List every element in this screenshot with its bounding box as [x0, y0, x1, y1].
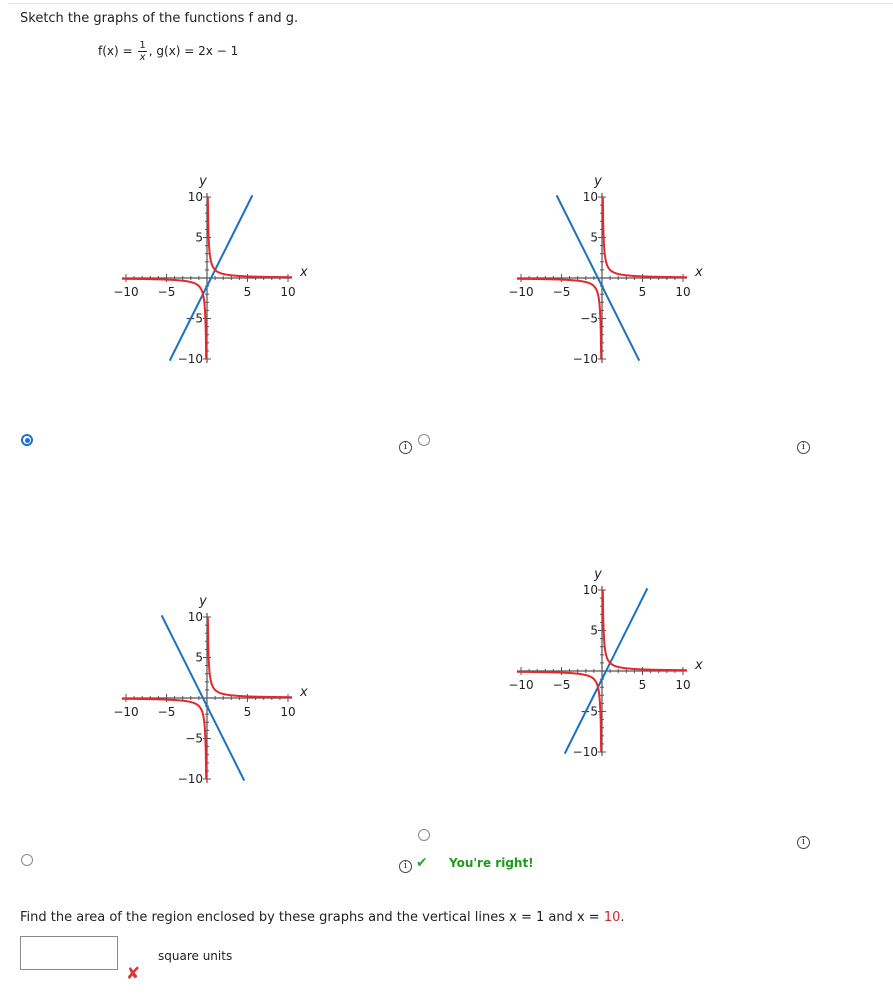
- info-icon[interactable]: i: [797, 441, 810, 454]
- cross-icon: ✘: [126, 964, 141, 984]
- area-question: [20, 910, 625, 925]
- x-tick-label: 10: [280, 705, 296, 719]
- x-tick-label: −10: [508, 285, 534, 299]
- radio-option-2[interactable]: [418, 434, 430, 446]
- area-answer-input[interactable]: [20, 936, 118, 970]
- g-definition: , g(x) = 2x − 1: [148, 44, 239, 58]
- x-tick-label: −5: [157, 705, 176, 719]
- y-axis-label: y: [594, 566, 602, 582]
- f-curve-right: [603, 197, 687, 277]
- feedback-correct-text: You're right!: [449, 856, 534, 870]
- f-curve-right: [603, 590, 687, 670]
- f-curve-right: [208, 197, 292, 277]
- x-axis-label: x: [695, 265, 703, 280]
- y-tick-label: 5: [195, 230, 203, 245]
- x-tick-label: 5: [243, 705, 252, 719]
- area-question-text: Find the area of the region enclosed by these graphs and the vertical lines x = 1 and x =: [20, 910, 604, 925]
- graph-option-1: [20, 85, 390, 460]
- radio-option-4[interactable]: [418, 829, 430, 841]
- y-axis-label: y: [199, 173, 207, 189]
- x-axis-label: x: [300, 265, 308, 280]
- y-tick-label: −10: [177, 772, 203, 786]
- graph-option-3: [20, 505, 390, 880]
- question-prompt: Sketch the graphs of the functions f and g.: [20, 11, 299, 26]
- graph-option-4: [415, 478, 795, 853]
- x-tick-label: 10: [675, 678, 691, 692]
- y-axis-label: y: [594, 173, 602, 189]
- radio-option-3[interactable]: [21, 854, 33, 866]
- x-tick-label: 5: [638, 285, 647, 299]
- f-curve-right: [208, 617, 292, 697]
- y-tick-label: −5: [185, 311, 203, 326]
- x-axis-label: x: [300, 685, 308, 700]
- x-tick-label: 5: [243, 285, 252, 299]
- info-icon[interactable]: i: [399, 441, 412, 454]
- x-tick-label: −10: [508, 678, 534, 692]
- y-tick-label: −10: [572, 745, 598, 759]
- y-tick-label: 10: [582, 190, 598, 204]
- top-divider: [8, 3, 893, 4]
- info-icon[interactable]: i: [797, 836, 810, 849]
- info-icon[interactable]: i: [399, 860, 412, 873]
- area-question-value: 10: [603, 910, 621, 925]
- y-tick-label: −10: [572, 352, 598, 366]
- f-definition-lhs: f(x) =: [98, 44, 133, 58]
- radio-option-1[interactable]: [21, 434, 33, 446]
- y-tick-label: 5: [195, 650, 203, 665]
- x-tick-label: 10: [675, 285, 691, 299]
- y-tick-label: 10: [582, 583, 598, 597]
- x-tick-label: −5: [552, 678, 571, 692]
- x-tick-label: −5: [552, 285, 571, 299]
- f-fraction: [138, 40, 146, 63]
- y-tick-label: −5: [580, 311, 598, 326]
- y-tick-label: −5: [185, 731, 203, 746]
- x-tick-label: −10: [113, 285, 139, 299]
- y-tick-label: 10: [187, 610, 203, 624]
- y-tick-label: 10: [187, 190, 203, 204]
- x-tick-label: −5: [157, 285, 176, 299]
- check-icon: ✔: [416, 855, 428, 871]
- y-tick-label: −5: [580, 704, 598, 719]
- y-tick-label: 5: [590, 623, 598, 638]
- f-denominator: x: [139, 52, 146, 63]
- x-axis-label: x: [695, 658, 703, 673]
- x-tick-label: 5: [638, 678, 647, 692]
- x-tick-label: −10: [113, 705, 139, 719]
- y-tick-label: 5: [590, 230, 598, 245]
- area-question-suffix: .: [620, 910, 625, 925]
- y-tick-label: −10: [177, 352, 203, 366]
- function-definitions: [98, 40, 238, 63]
- units-label: square units: [158, 949, 233, 963]
- graph-option-2: [415, 85, 795, 460]
- x-tick-label: 10: [280, 285, 296, 299]
- y-axis-label: y: [199, 593, 207, 609]
- f-numerator: 1: [139, 40, 146, 51]
